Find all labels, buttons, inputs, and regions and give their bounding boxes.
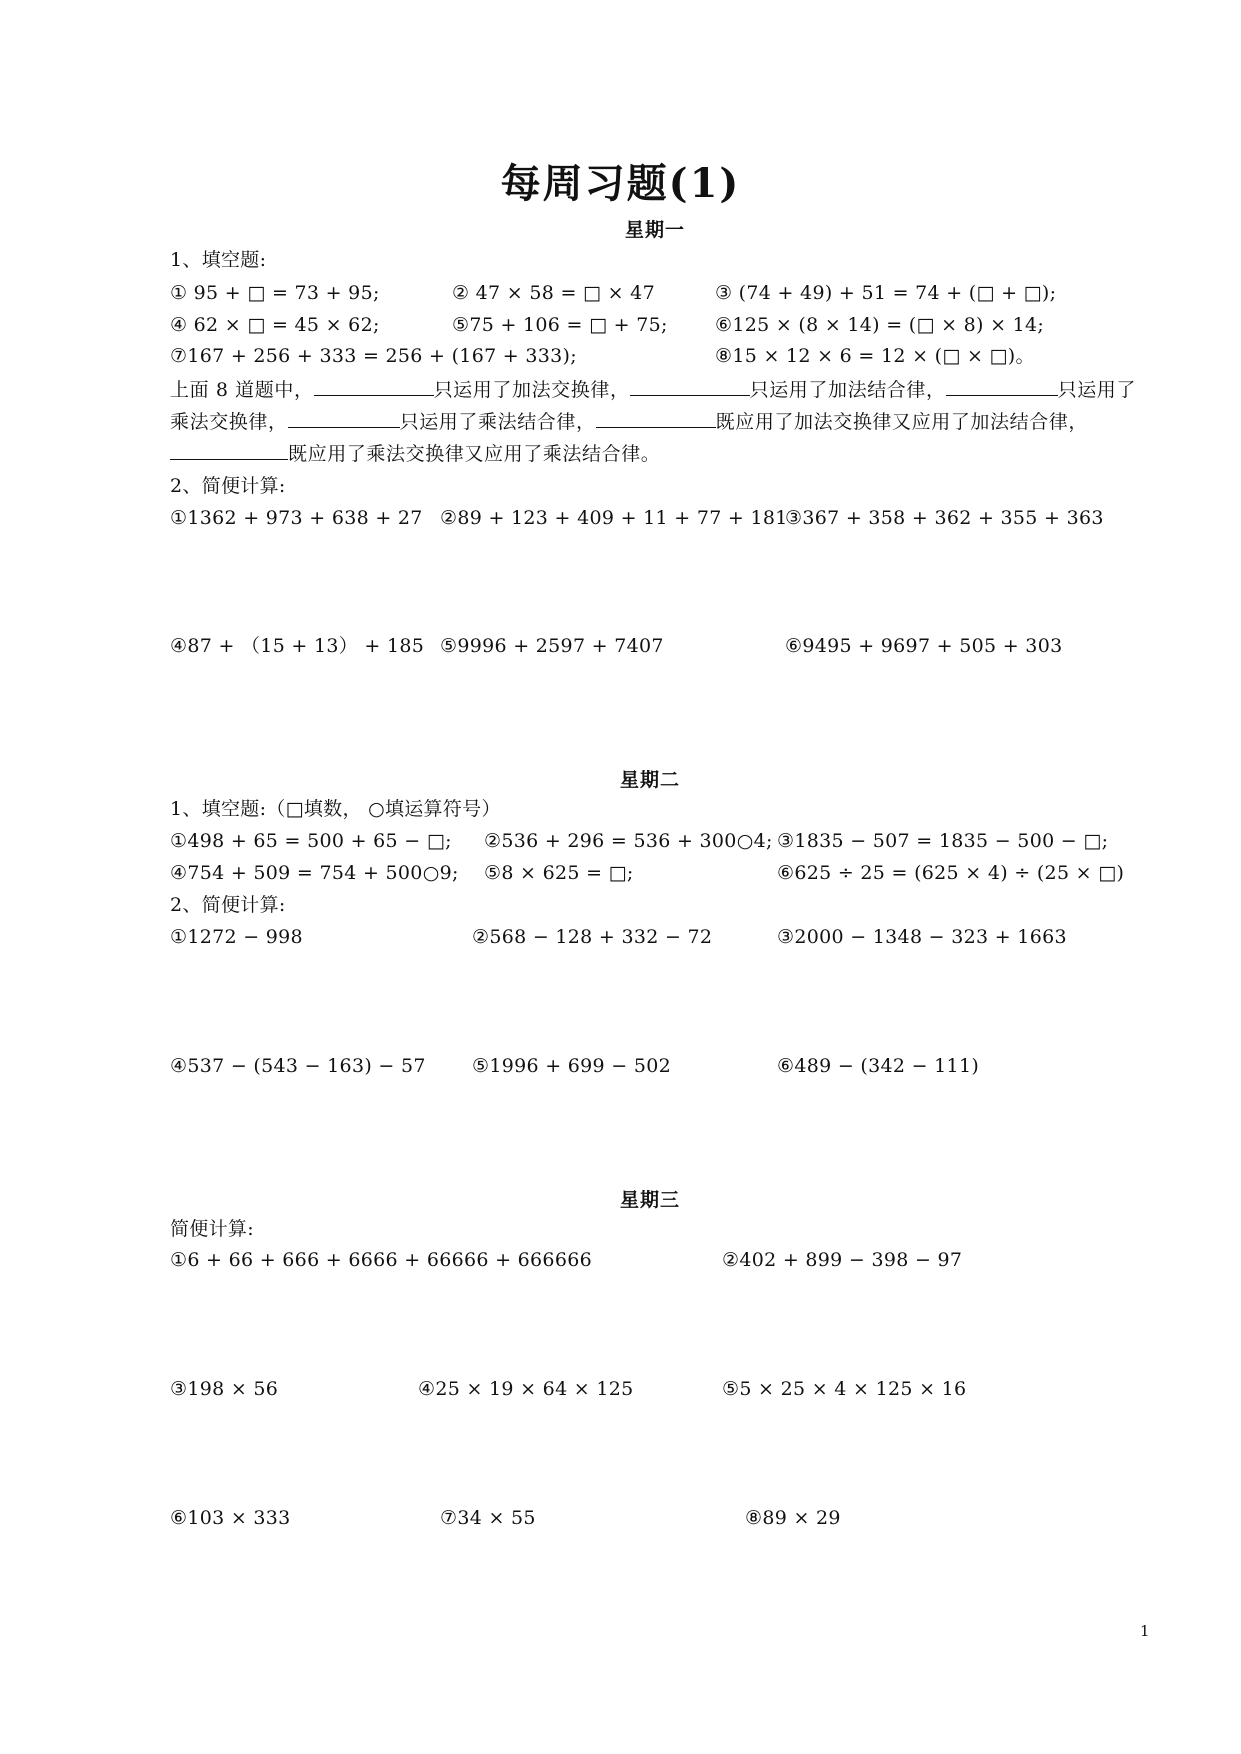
monday-item-1: ① 95 + □ = 73 + 95; [170, 282, 380, 304]
answer-blank[interactable] [170, 441, 288, 460]
answer-blank[interactable] [946, 377, 1058, 396]
tuesday-item-4: ④754 + 509 = 754 + 500○9; [170, 862, 459, 884]
tuesday-calc-2: ②568 − 128 + 332 − 72 [472, 926, 713, 948]
monday-calc-2: ②89 + 123 + 409 + 11 + 77 + 181 [440, 507, 788, 529]
tuesday-item-6: ⑥625 ÷ 25 = (625 × 4) ÷ (25 × □) [777, 862, 1125, 884]
wednesday-calc-8: ⑧89 × 29 [745, 1507, 841, 1529]
paragraph-text: 只运用了加法结合律， [749, 379, 946, 401]
tuesday-calc-4: ④537 − (543 − 163) − 57 [170, 1055, 426, 1077]
page-number: 1 [1140, 1622, 1150, 1640]
page-title: 每周习题(1) [500, 160, 741, 207]
monday-item-5: ⑤75 + 106 = □ + 75; [452, 314, 668, 336]
answer-blank[interactable] [288, 409, 400, 428]
paragraph-text: 既应用了加法交换律又应用了加法结合律， [715, 411, 1089, 433]
tuesday-q2-label: 2、简便计算: [170, 894, 286, 916]
wednesday-calc-7: ⑦34 × 55 [440, 1507, 536, 1529]
tuesday-q1-label: 1、填空题:（□填数， ○填运算符号） [170, 798, 501, 820]
monday-item-3: ③ (74 + 49) + 51 = 74 + (□ + □); [715, 282, 1057, 304]
monday-q2-label: 2、简便计算: [170, 475, 286, 497]
wednesday-calc-1: ①6 + 66 + 666 + 6666 + 66666 + 666666 [170, 1249, 592, 1271]
answer-blank[interactable] [314, 377, 434, 396]
monday-heading: 星期一 [624, 219, 685, 241]
monday-calc-4: ④87 + （15 + 13） + 185 [170, 635, 425, 657]
tuesday-item-1: ①498 + 65 = 500 + 65 − □; [170, 830, 452, 852]
tuesday-heading: 星期二 [619, 769, 680, 791]
paragraph-text: 既应用了乘法交换律又应用了乘法结合律。 [288, 443, 661, 465]
monday-item-7: ⑦167 + 256 + 333 = 256 + (167 + 333); [170, 345, 577, 367]
monday-calc-3: ③367 + 358 + 362 + 355 + 363 [785, 507, 1104, 529]
paragraph-text: 只运用了乘法结合律， [399, 411, 596, 433]
monday-item-8: ⑧15 × 12 × 6 = 12 × (□ × □)。 [715, 345, 1035, 367]
monday-calc-6: ⑥9495 + 9697 + 505 + 303 [785, 635, 1063, 657]
paragraph-text: 只运用了加法交换律， [433, 379, 630, 401]
wednesday-label: 简便计算: [170, 1218, 254, 1240]
monday-item-4: ④ 62 × □ = 45 × 62; [170, 314, 380, 336]
tuesday-item-5: ⑤8 × 625 = □; [484, 862, 634, 884]
tuesday-calc-5: ⑤1996 + 699 − 502 [472, 1055, 672, 1077]
wednesday-heading: 星期三 [619, 1189, 680, 1211]
wednesday-calc-6: ⑥103 × 333 [170, 1507, 291, 1529]
wednesday-calc-4: ④25 × 19 × 64 × 125 [418, 1378, 634, 1400]
monday-q1-label: 1、填空题: [170, 249, 267, 271]
tuesday-calc-6: ⑥489 − (342 − 111) [777, 1055, 980, 1077]
monday-calc-5: ⑤9996 + 2597 + 7407 [440, 635, 664, 657]
monday-item-6: ⑥125 × (8 × 14) = (□ × 8) × 14; [715, 314, 1045, 336]
paragraph-text: 只运用了乘法交换律， [170, 379, 1137, 433]
wednesday-calc-5: ⑤5 × 25 × 4 × 125 × 16 [722, 1378, 967, 1400]
monday-paragraph [170, 374, 1155, 470]
wednesday-calc-2: ②402 + 899 − 398 − 97 [722, 1249, 963, 1271]
paragraph-text: 上面 8 道题中， [170, 379, 314, 401]
tuesday-calc-3: ③2000 − 1348 − 323 + 1663 [777, 926, 1067, 948]
tuesday-item-2: ②536 + 296 = 536 + 300○4; [484, 830, 773, 852]
tuesday-item-3: ③1835 − 507 = 1835 − 500 − □; [777, 830, 1109, 852]
monday-calc-1: ①1362 + 973 + 638 + 27 [170, 507, 423, 529]
tuesday-calc-1: ①1272 − 998 [170, 926, 303, 948]
answer-blank[interactable] [630, 377, 750, 396]
answer-blank[interactable] [596, 409, 716, 428]
wednesday-calc-3: ③198 × 56 [170, 1378, 279, 1400]
monday-item-2: ② 47 × 58 = □ × 47 [452, 282, 655, 304]
